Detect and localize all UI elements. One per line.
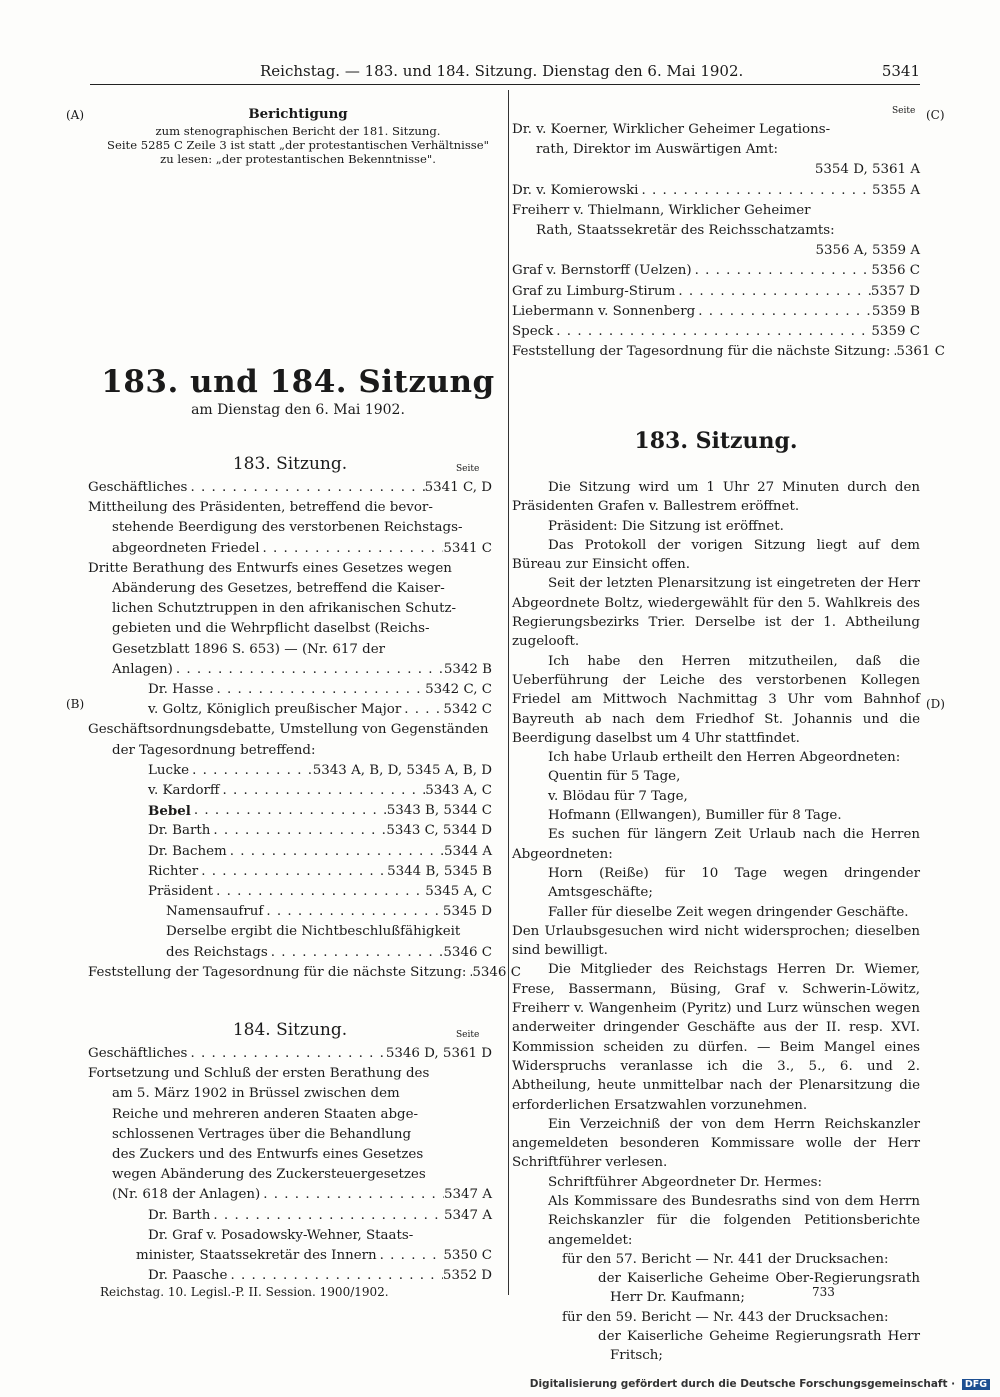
session-183-heading: 183. Sitzung. xyxy=(232,454,348,474)
toc-page-ref: 5341 C, D xyxy=(424,480,492,495)
toc-entry xyxy=(512,342,945,362)
correction-line: zu lesen: „der protestantischen Bekenntnisse". xyxy=(160,152,436,167)
toc-entry-text: Feststellung der Tagesordnung für die nächste Sitzung: xyxy=(88,964,467,980)
toc-entry xyxy=(88,518,492,538)
spacer xyxy=(423,1145,492,1165)
toc-entry-text: Graf v. Bernstorff (Uelzen) xyxy=(512,263,692,279)
toc-entry-text: wegen Abänderung des Zuckersteuergesetzes xyxy=(112,1167,426,1183)
dfg-logo: DFG xyxy=(962,1379,990,1390)
toc-entry-text: Mittheilung des Präsidenten, betreffend die bevor- xyxy=(88,500,433,516)
toc-entry-text: Liebermann v. Sonnenberg xyxy=(512,303,696,319)
toc-page-ref: 5355 A xyxy=(871,182,920,198)
toc-entry-text: der Tagesordnung betreffend: xyxy=(112,742,316,758)
spacer xyxy=(488,720,492,740)
spacer xyxy=(426,1165,492,1185)
toc-page-ref: 5346 D, 5361 D xyxy=(385,1046,492,1061)
body-paragraph: der Kaiserliche Geheime Regierungsrath Herr Fritsch; xyxy=(598,1329,920,1364)
toc-entry xyxy=(88,720,492,740)
toc-entry xyxy=(88,761,492,781)
toc-entry xyxy=(512,261,920,281)
toc-entry-text: Freiherr v. Thielmann, Wirklicher Geheimer xyxy=(512,202,811,218)
toc-page-ref: 5347 A xyxy=(443,1207,492,1223)
toc-entry xyxy=(88,1266,492,1286)
toc-entry xyxy=(88,599,492,619)
toc-entry-text: rath, Direktor im Auswärtigen Amt: xyxy=(536,142,779,158)
sheet-number: 733 xyxy=(812,1285,835,1299)
toc-entry xyxy=(88,498,492,518)
spacer xyxy=(315,741,492,761)
toc-entry xyxy=(88,1105,492,1125)
main-date: am Dienstag den 6. Mai 1902. xyxy=(191,402,405,418)
leader-dots xyxy=(695,302,872,322)
session-183-title: 183. Sitzung. xyxy=(634,428,798,454)
body-paragraph: der Kaiserliche Geheime Ober-Regierungsrath Herr Dr. Kaufmann; xyxy=(598,1271,920,1306)
toc-entry xyxy=(88,1145,492,1165)
toc-page-ref: 5356 A, 5359 A xyxy=(815,243,920,259)
leader-dots xyxy=(210,821,386,841)
spacer xyxy=(445,579,492,599)
toc-entry xyxy=(512,160,920,180)
leader-dots xyxy=(553,322,871,342)
page-number: 5341 xyxy=(881,62,920,80)
toc-entry xyxy=(88,1246,492,1266)
leader-dots xyxy=(198,862,387,882)
toc-entry-text: Reiche und mehreren anderen Staaten abge- xyxy=(112,1106,419,1122)
toc-page-ref: 5343 B, 5344 C xyxy=(386,803,492,819)
toc-entry xyxy=(88,842,492,862)
body-paragraph: Als Kommissare des Bundesraths sind von dem Herrn Reichskanzler für die folgenden Petitionsberichte angemeldet: xyxy=(548,1193,920,1248)
session-184-heading: 184. Sitzung. xyxy=(232,1020,348,1040)
body-paragraph: Quentin für 5 Tage, xyxy=(548,769,681,785)
toc-entry xyxy=(88,1165,492,1185)
toc-entry xyxy=(88,559,492,579)
toc-entry-text: Gesetzblatt 1896 S. 653) — (Nr. 617 der xyxy=(112,641,386,657)
margin-mark-c: (C) xyxy=(926,108,945,122)
main-title: 183. und 184. Sitzung xyxy=(101,364,495,400)
toc-entry-text: v. Kardorff xyxy=(148,783,220,799)
spacer xyxy=(418,1105,492,1125)
toc-entry xyxy=(512,120,920,140)
toc-page-ref: 5356 C xyxy=(871,263,920,279)
body-paragraph: für den 59. Bericht — Nr. 443 der Drucksachen: xyxy=(562,1309,889,1325)
spacer xyxy=(400,1084,492,1104)
toc-entry-text: Lucke xyxy=(148,762,190,778)
toc-entry-text: schlossenen Vertrages über die Behandlung xyxy=(112,1126,412,1142)
toc-entry xyxy=(88,801,492,821)
toc-page-ref: 5344 A xyxy=(443,843,492,859)
spacer xyxy=(433,498,492,518)
toc-entry xyxy=(88,781,492,801)
spacer xyxy=(430,619,493,639)
leader-dots xyxy=(268,943,444,963)
toc-entry-text: Namensaufruf xyxy=(166,904,264,920)
body-paragraph: Präsident: Die Sitzung ist eröffnet. xyxy=(548,518,784,534)
spacer xyxy=(385,640,492,660)
toc-entry-text: des Zuckers und des Entwurfs eines Gesetzes xyxy=(112,1147,424,1163)
toc-entry xyxy=(88,1084,492,1104)
spacer xyxy=(778,140,920,160)
body-paragraph: für den 57. Bericht — Nr. 441 der Drucksachen: xyxy=(562,1251,889,1267)
leader-dots xyxy=(187,478,424,498)
column-divider xyxy=(508,90,509,1295)
body-paragraph: v. Blödau für 7 Tage, xyxy=(548,788,688,804)
spacer xyxy=(411,1125,492,1145)
toc-entry xyxy=(88,882,492,902)
toc-page-ref: 5343 A, C xyxy=(425,783,492,799)
body-paragraph: Den Urlaubsgesuchen wird nicht widersprochen; dieselben sind bewilligt. xyxy=(512,923,920,959)
leader-dots xyxy=(401,700,443,720)
toc-page-ref: 5359 B xyxy=(871,303,920,319)
toc-entry xyxy=(88,1125,492,1145)
leader-dots xyxy=(263,902,443,922)
toc-entry-text: minister, Staatssekretär des Innern xyxy=(136,1248,377,1264)
toc-entry xyxy=(88,700,492,720)
body-paragraph: Ich habe den Herren mitzutheilen, daß die Ueberführung der Leiche des verstorbenen Kollegen Friedel am Mittwoch Nachmittag 3 Uhr vom Bahnhof Bayreuth ab nach dem Friedhof St. Johannis und die Beerdigung daselbst um 4 Uhr stattfindet. xyxy=(512,653,920,746)
spacer xyxy=(452,559,492,579)
toc-page-ref: 5357 D xyxy=(870,283,920,299)
body-paragraph: Schriftführer Abgeordneter Dr. Hermes: xyxy=(548,1174,822,1190)
toc-entry-text: Geschäftsordnungsdebatte, Umstellung von Gegenständen xyxy=(88,722,489,738)
toc-page-ref: 5345 A, C xyxy=(425,884,492,900)
toc-entry xyxy=(512,201,920,221)
toc-entry-text: Abänderung des Gesetzes, betreffend die Kaiser- xyxy=(112,581,445,597)
toc-entry-text: des Reichstags xyxy=(166,944,268,960)
body-paragraph: Faller für dieselbe Zeit wegen dringender Geschäfte. xyxy=(548,904,909,920)
body-paragraph: Hofmann (Ellwangen), Bumiller für 8 Tage. xyxy=(548,808,842,824)
leader-dots xyxy=(227,842,444,862)
seite-label: Seite xyxy=(456,464,480,474)
toc-page-ref: 5343 C, 5344 D xyxy=(386,823,492,839)
leader-dots xyxy=(638,181,872,201)
footer-session-info: Reichstag. 10. Legisl.-P. II. Session. 1900/1902. xyxy=(100,1285,389,1299)
toc-entry-text: Dr. Hasse xyxy=(148,682,214,698)
body-paragraph: Die Mitglieder des Reichstags Herren Dr. Wiemer, Frese, Bassermann, Büsing, Graf v. Schwerin-Löwitz, Freiherr v. Wangenheim (Pyritz) und Lurz wünschen wegen anderweiter dringender Geschäfte aus der II. resp. XVI. Kommission scheiden zu dürfen. — Beim Mangel eines Widerspruchs veranlasse ich die 3., 5., 6. und 2. Abtheilung, heute unmittelbar nach der Plenarsitzung die erforderlichen Ersatzwahlen vorzunehmen. xyxy=(512,962,920,1113)
toc-entry xyxy=(88,862,492,882)
body-paragraph: Es suchen für längern Zeit Urlaub nach die Herren Abgeordneten: xyxy=(512,827,920,862)
leader-dots xyxy=(260,539,444,559)
toc-entry xyxy=(88,741,492,761)
body-paragraph: Das Protokoll der vorigen Sitzung liegt auf dem Büreau zur Einsicht offen. xyxy=(512,537,920,573)
spacer xyxy=(456,599,492,619)
toc-page-ref: 5346 C xyxy=(472,964,521,980)
spacer xyxy=(429,1064,492,1084)
toc-page-ref: 5344 B, 5345 B xyxy=(387,863,492,879)
margin-mark-b: (B) xyxy=(66,697,85,711)
spacer xyxy=(811,201,920,221)
header-title: Reichstag. — 183. und 184. Sitzung. Dienstag den 6. Mai 1902. xyxy=(260,62,744,80)
toc-entry xyxy=(88,902,492,922)
toc-entry xyxy=(88,821,492,841)
spacer xyxy=(460,922,492,942)
toc-entry xyxy=(88,943,492,963)
toc-entry-text: Präsident xyxy=(148,884,214,900)
leader-dots xyxy=(692,261,872,281)
spacer xyxy=(413,1226,492,1246)
toc-entry-text: Rath, Staatssekretär des Reichsschatzamts: xyxy=(536,223,835,239)
spacer xyxy=(835,221,920,241)
toc-entry xyxy=(512,221,920,241)
leader-dots xyxy=(219,781,425,801)
toc-entry-text: Dr. Bachem xyxy=(148,843,227,859)
dfg-credit xyxy=(530,1378,990,1390)
body-paragraph: Ein Verzeichniß der von dem Herrn Reichskanzler angemeldeten besonderen Kommissare wolle der Herr Schriftführer verlesen. xyxy=(512,1116,920,1171)
toc-entry xyxy=(88,640,492,660)
leader-dots xyxy=(173,660,444,680)
toc-entry-text: Dr. Barth xyxy=(148,1207,211,1223)
toc-entry-text: Dr. Graf v. Posadowsky-Wehner, Staats- xyxy=(148,1227,414,1243)
toc-entry-text: Dr. v. Komierowski xyxy=(512,182,639,198)
leader-dots xyxy=(187,1044,385,1064)
toc-entry xyxy=(512,282,920,302)
correction-heading: Berichtigung xyxy=(248,106,348,122)
toc-entry-text: Geschäftliches xyxy=(88,480,188,495)
seite-label: Seite xyxy=(456,1030,480,1040)
toc-entry-text: (Nr. 618 der Anlagen) xyxy=(112,1187,261,1203)
toc-page-ref: 5359 C xyxy=(871,324,920,340)
correction-notice xyxy=(96,104,500,166)
toc-page-ref: 5350 C xyxy=(443,1248,492,1264)
toc-right-top xyxy=(512,120,945,362)
leader-dots xyxy=(210,1206,444,1226)
toc-entry xyxy=(88,539,492,559)
leader-dots xyxy=(260,1185,444,1205)
toc-entry-text: Richter xyxy=(148,863,199,879)
toc-entry-text: Dritte Berathung des Entwurfs eines Gesetzes wegen xyxy=(88,560,452,576)
toc-page-ref: 5342 C, C xyxy=(425,682,492,698)
body-paragraph: Ich habe Urlaub ertheilt den Herren Abgeordneten: xyxy=(548,750,901,766)
toc-entry-text: Speck xyxy=(512,324,554,340)
toc-entry-text: Dr. v. Koerner, Wirklicher Geheimer Legations- xyxy=(512,122,831,137)
toc-entry xyxy=(88,963,521,983)
toc-entry-text: Bebel xyxy=(148,803,191,820)
toc-entry xyxy=(512,302,920,322)
toc-entry xyxy=(88,619,492,639)
toc-page-ref: 5342 B xyxy=(443,661,492,677)
toc-entry xyxy=(88,1226,492,1246)
toc-entry-text: Geschäftliches xyxy=(88,1046,188,1061)
correction-line: Seite 5285 C Zeile 3 ist statt „der protestantischen Verhältnisse" xyxy=(107,138,489,153)
correction-subheading: zum stenographischen Bericht der 181. Sitzung. xyxy=(155,124,441,139)
toc-page-ref: 5347 A xyxy=(443,1187,492,1203)
margin-mark-d: (D) xyxy=(926,697,945,711)
running-header xyxy=(90,60,920,85)
toc-entry-text: am 5. März 1902 in Brüssel zwischen dem xyxy=(112,1086,400,1102)
dfg-credit-text: Digitalisierung gefördert durch die Deutsche Forschungsgemeinschaft · xyxy=(529,1378,956,1390)
leader-dots xyxy=(213,882,425,902)
toc-entry xyxy=(88,1206,492,1226)
leader-dots xyxy=(214,680,426,700)
toc-entry-text: abgeordneten Friedel xyxy=(112,540,260,556)
toc-page-ref: 5345 D xyxy=(442,904,492,920)
toc-entry xyxy=(512,322,920,342)
leader-dots xyxy=(227,1266,442,1286)
toc-entry-text: v. Goltz, Königlich preußischer Major xyxy=(148,702,402,718)
toc-page-ref: 5346 C xyxy=(443,944,492,960)
toc-page-ref: 5354 D, 5361 A xyxy=(814,162,920,178)
leader-dots xyxy=(675,282,871,302)
toc-page-ref: 5341 C xyxy=(443,540,492,556)
toc-entry-text: Derselbe ergibt die Nichtbeschlußfähigkeit xyxy=(166,924,461,940)
spacer xyxy=(830,120,920,140)
body-paragraph: Seit der letzten Plenarsitzung ist eingetreten der Herr Abgeordnete Boltz, wiedergewählt für den 5. Wahlkreis des Regierungsbezirks Trier. Derselbe ist der 1. Abtheilung zugelooft. xyxy=(512,576,920,650)
toc-entry xyxy=(88,478,492,498)
toc-entry xyxy=(512,241,920,261)
toc-entry xyxy=(88,579,492,599)
toc-entry-text: Dr. Barth xyxy=(148,823,211,839)
body-paragraph: Horn (Reiße) für 10 Tage wegen dringender Amtsgeschäfte; xyxy=(548,865,920,901)
toc-entry xyxy=(88,660,492,680)
toc-page-ref: 5343 A, B, D, 5345 A, B, D xyxy=(312,762,492,778)
toc-entry-text: lichen Schutztruppen in den afrikanischen Schutz- xyxy=(112,601,457,617)
leader-dots xyxy=(191,801,387,821)
toc-entry-text: Anlagen) xyxy=(112,661,173,677)
toc-session-183 xyxy=(88,478,521,983)
toc-entry xyxy=(512,140,920,160)
toc-page-ref: 5342 C xyxy=(443,702,492,718)
margin-mark-a: (A) xyxy=(66,108,85,122)
toc-page-ref: 5361 C xyxy=(896,344,945,360)
body-paragraph: Die Sitzung wird um 1 Uhr 27 Minuten durch den Präsidenten Grafen v. Ballestrem eröffnet. xyxy=(512,480,920,515)
toc-session-184 xyxy=(88,1044,492,1286)
toc-entry xyxy=(88,922,492,942)
leader-dots xyxy=(189,761,313,781)
seite-label: Seite xyxy=(892,106,916,116)
toc-entry-text: Fortsetzung und Schluß der ersten Berathung des xyxy=(88,1066,430,1082)
toc-page-ref: 5352 D xyxy=(442,1268,492,1284)
spacer xyxy=(462,518,492,538)
toc-entry-text: Feststellung der Tagesordnung für die nächste Sitzung: xyxy=(512,344,891,360)
toc-entry xyxy=(88,1064,492,1084)
toc-entry xyxy=(512,181,920,201)
toc-entry xyxy=(88,680,492,700)
toc-entry-text: Dr. Paasche xyxy=(148,1268,228,1284)
session-183-text xyxy=(512,478,920,1366)
leader-dots xyxy=(377,1246,444,1266)
toc-entry-text: gebieten und die Wehrpflicht daselbst (Reichs- xyxy=(112,621,430,637)
toc-entry-text: stehende Beerdigung des verstorbenen Reichstags- xyxy=(112,520,463,536)
toc-entry-text: Graf zu Limburg-Stirum xyxy=(512,283,676,299)
toc-entry xyxy=(88,1185,492,1205)
toc-entry xyxy=(88,1044,492,1064)
